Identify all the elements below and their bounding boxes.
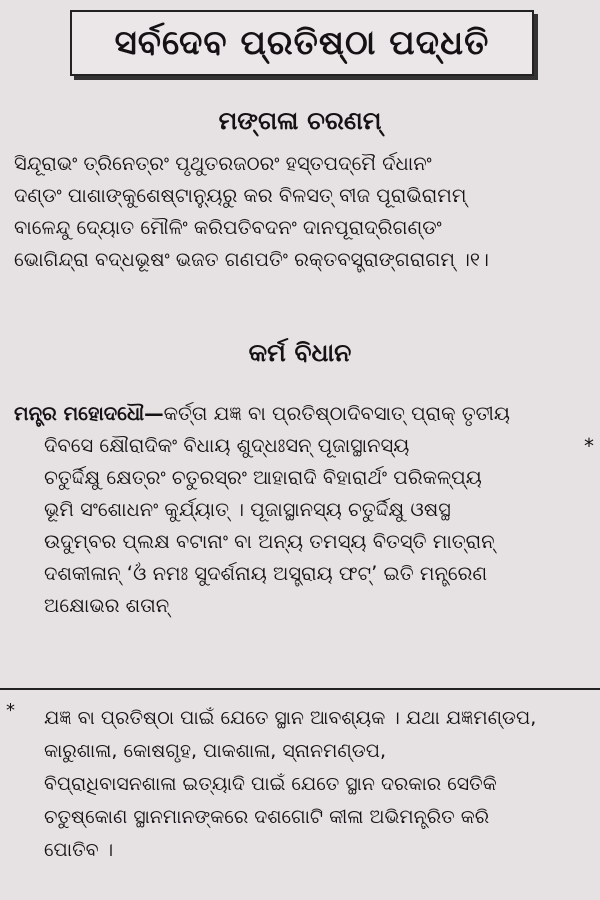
verse-block [14,148,588,276]
page-title-box [70,10,534,76]
procedure-line: ଦିବସେ କ୍ଷୌରାଦିକଂ ବିଧାୟ ଶୁଦ୍ଧଃସନ୍ ପୂଜାସ୍ଥାନସ୍ୟ [44,434,410,457]
section-heading-procedure: କର୍ମ ବିଧାନ [248,338,352,367]
verse-line: ସିନ୍ଦୂରାଭଂ ତ୍ରିନେତ୍ରଂ ପୃଥୁତରଜଠରଂ ହସ୍ତପଦ୍ମୈ ର୍ଦଧାନଂ [14,152,432,175]
footnote-marker: * [6,700,15,721]
footnote-line: ଚତୁଷ୍କୋଣ ସ୍ଥାନମାନଙ୍କରେ ଦଶଗୋଟି କୀଳା ଅଭିମନ୍ତ୍ରିତ କରି [44,806,490,828]
procedure-line: ଚତୁର୍ଦ୍ଦିକ୍ଷୁ କ୍ଷେତ୍ରଂ ଚତୁରସ୍ରଂ ଆହାରାଦି ବିହାରାର୍ଥଂ ପରିକଳ୍ପ୍ୟ [44,466,482,489]
section-heading-invocation: ମଙ୍ଗଳା ଚରଣମ୍ [218,106,382,135]
footnote-reference: * [584,434,594,458]
verse-line: ଭୋଗିନ୍ଦ୍ରା ବଦ୍ଧଭୂଷଂ ଭଜତ ଗଣପତିଂ ରକ୍ତବସ୍ତ୍ରାଙ୍ଗରାଗମ୍ ।୧। [14,248,489,271]
source-citation: ମନ୍ତ୍ର ମହୋଦଧୌ— [14,402,164,425]
page-title: ସର୍ବଦେବ ପ୍ରତିଷ୍ଠା ପଦ୍ଧତି [114,23,490,63]
footnote-line: କାରୁଶାଳା, କୋଷଗୃହ, ପାକଶାଳା, ସ୍ନାନମଣ୍ଡପ, [44,740,387,762]
procedure-block [14,398,588,622]
footnote-line: ଯଜ୍ଞ ବା ପ୍ରତିଷ୍ଠା ପାଇଁ ଯେତେ ସ୍ଥାନ ଆବଶ୍ୟକ । ଯଥା ଯଜ୍ଞମଣ୍ଡପ, [44,707,537,729]
verse-line: ଦଣ୍ଡଂ ପାଶାଙ୍କୁଶେଷ୍ଟାନ୍ୟୁରୁ କର ବିଳସତ୍ ବୀଜ ପୂରାଭିରାମମ୍ [14,184,467,207]
footnote-line: ବିପ୍ରାଧିବାସନଶାଳା ଇତ୍ୟାଦି ପାଇଁ ଯେତେ ସ୍ଥାନ ଦରକାର ସେତିକି [44,773,497,795]
procedure-text: କର୍ତ୍ତା ଯଜ୍ଞ ବା ପ୍ରତିଷ୍ଠାଦିବସାତ୍ ପ୍ରାକ୍ ତୃତୀୟ [163,402,510,425]
procedure-line: ଉଦୁମ୍ବର ପ୍ଲକ୍ଷ ବଟାନାଂ ବା ଅନ୍ୟ ତମସ୍ୟ ବିତସ୍ତି ମାତ୍ରାନ୍ [44,530,495,553]
footnote-line: ପୋତିବ । [44,839,114,861]
footnote-divider [0,688,600,690]
procedure-line: ଭୂମି ସଂଶୋଧନଂ କୁର୍ଯ୍ୟାତ୍ । ପୂଜାସ୍ଥାନସ୍ୟ ଚତୁର୍ଦ୍ଦିକ୍ଷୁ ଓଷସ୍ଥ [44,498,451,521]
verse-line: ବାଳେନ୍ଦୁ ଦ୍ୟୋତ ମୌଳିଂ କରିପତିବଦନଂ ଦାନପୂରାଦ୍ରିଗଣ୍ଡଂ [14,216,442,239]
footnote-block [14,702,594,867]
procedure-line: ଅକ୍ଷୋଭର ଶତାନ୍ [44,594,170,617]
procedure-line: ଦଶକୀଳାନ୍ ‘ଓଁ ନମଃ ସୁଦର୍ଶନାୟ ଅସ୍ତ୍ରାୟ ଫଟ୍’ ଇତି ମନ୍ତ୍ରେଣ [44,562,488,585]
procedure-line [14,398,588,430]
